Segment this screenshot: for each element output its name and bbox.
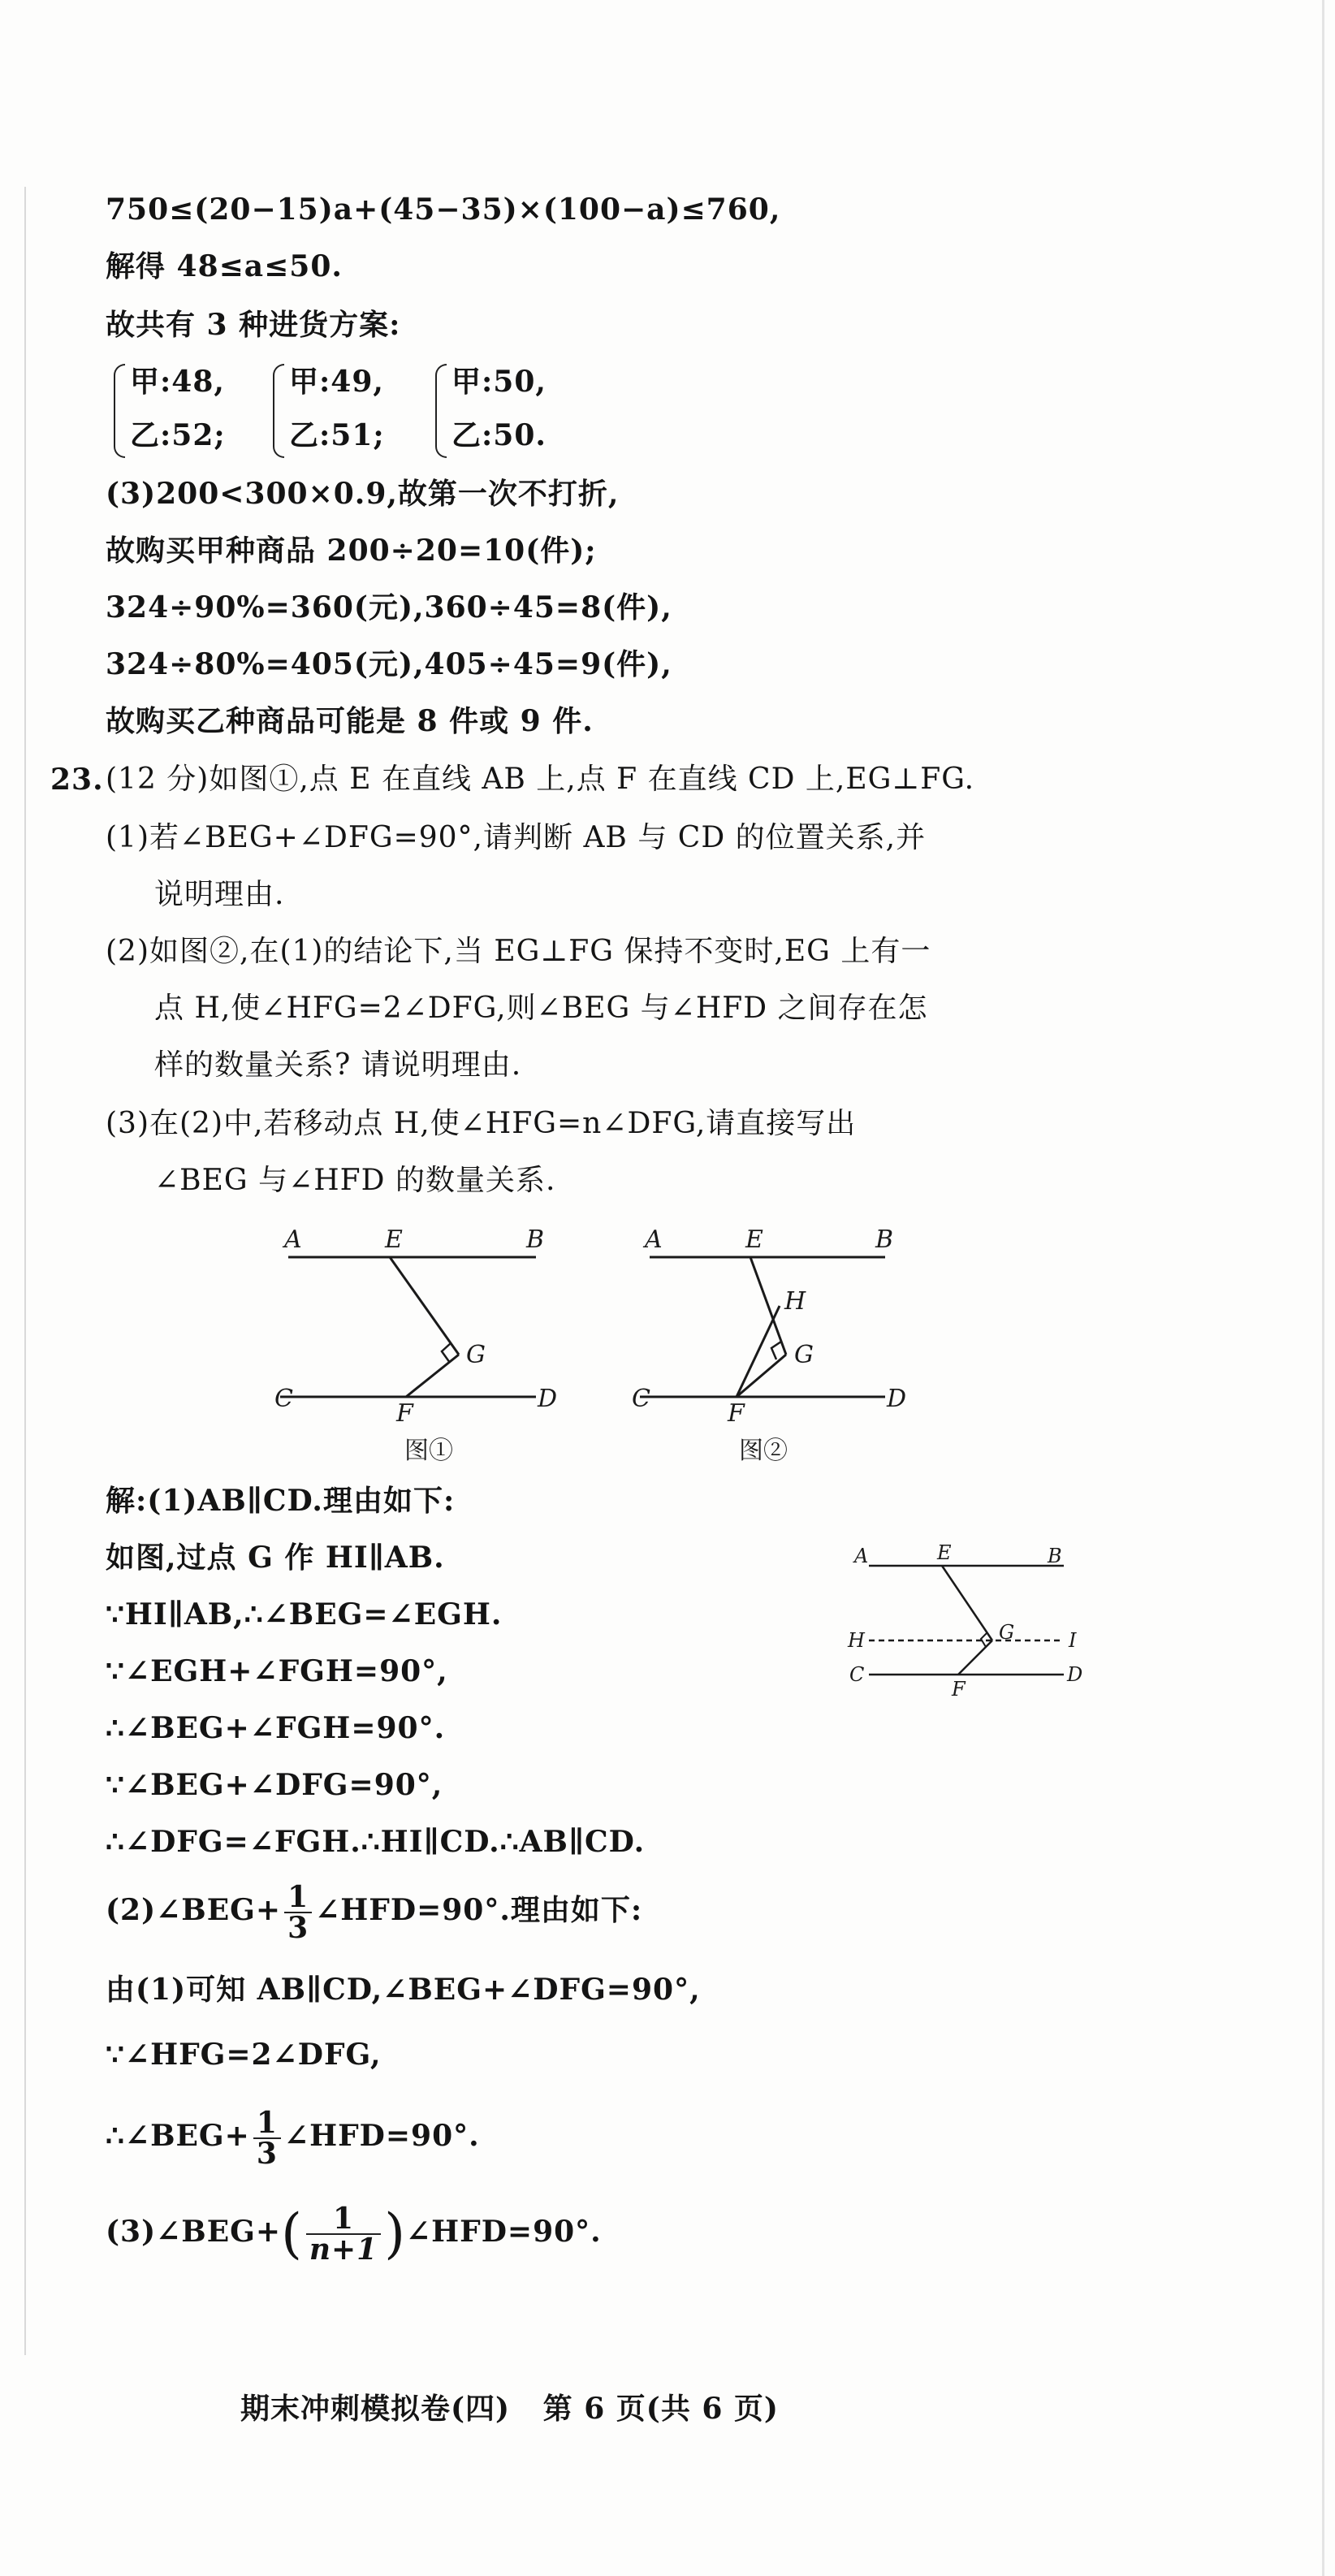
solution-line-7: ∴∠DFG=∠FGH.∴HI∥CD.∴AB∥CD. [106, 1825, 646, 1859]
question-2-line-3: 样的数量关系? 请说明理由. [154, 1048, 522, 1082]
fig3-label-d: D [1067, 1663, 1083, 1686]
calc-line-8: 故购买乙种商品可能是 8 件或 9 件. [106, 704, 594, 738]
page-footer: 期末冲刺模拟卷(四) 第 6 页(共 6 页) [240, 2392, 779, 2426]
fig3-label-h: H [848, 1629, 865, 1652]
solution-line-4: ∵∠EGH+∠FGH=90°, [106, 1654, 448, 1688]
solution-line-1: 解:(1)AB∥CD.理由如下: [106, 1484, 456, 1518]
calc-line-7: 324÷80%=405(元),405÷45=9(件), [106, 647, 672, 681]
fraction-one-third [284, 1882, 312, 1943]
solution-line-5: ∴∠BEG+∠FGH=90°. [106, 1711, 446, 1745]
s12-right-paren: ) [384, 2202, 406, 2265]
plan-1-bottom: 乙:52; [130, 418, 226, 452]
s12-numerator: 1 [306, 2204, 381, 2235]
fig2-label-a: A [645, 1225, 663, 1254]
fraction-one-third-2 [253, 2106, 281, 2171]
s12-post: ∠HFD=90°. [405, 2215, 602, 2249]
figure-1 [280, 1257, 536, 1397]
solution-line-2: 如图,过点 G 作 HI∥AB. [106, 1541, 445, 1575]
fig1-label-e: E [385, 1225, 403, 1254]
fig3-label-g: G [999, 1621, 1015, 1644]
plan-3-bottom: 乙:50. [451, 418, 547, 452]
fig1-label-c: C [274, 1385, 293, 1413]
s11-numerator: 1 [253, 2108, 281, 2139]
calc-line-1: 750≤(20−15)a+(45−35)×(100−a)≤760, [106, 192, 781, 227]
fig2-label-d: D [887, 1385, 907, 1413]
s8-pre: (2)∠BEG+ [106, 1893, 282, 1927]
s12-denominator: n+1 [309, 2232, 378, 2267]
solution-line-12 [106, 2198, 602, 2268]
fig2-label-c: C [632, 1385, 650, 1413]
fig1-label-d: D [538, 1385, 558, 1413]
page-left-edge [24, 187, 26, 2355]
calc-line-3: 故共有 3 种进货方案: [106, 308, 401, 342]
s11-denominator: 3 [256, 2137, 278, 2171]
calc-line-2: 解得 48≤a≤50. [106, 249, 343, 283]
page-right-edge [1322, 0, 1324, 2576]
s12-pre: (3)∠BEG+ [106, 2215, 282, 2249]
calc-line-4: (3)200<300×0.9,故第一次不打折, [106, 477, 620, 511]
fig2-label-b: B [875, 1225, 894, 1254]
fig1-label-a: A [284, 1225, 302, 1254]
plan-brace-3 [435, 364, 447, 458]
fig3-label-f: F [952, 1678, 966, 1701]
plan-2-bottom: 乙:51; [289, 418, 385, 452]
s8-post: ∠HFD=90°.理由如下: [315, 1893, 643, 1927]
solution-line-3: ∵HI∥AB,∴∠BEG=∠EGH. [106, 1597, 503, 1632]
s11-post: ∠HFD=90°. [283, 2119, 480, 2153]
s12-left-paren: ( [281, 2202, 303, 2265]
plan-2-top: 甲:49, [289, 365, 384, 399]
fig2-label-e: E [745, 1225, 763, 1254]
plan-brace-1 [114, 364, 125, 458]
fig1-label-b: B [526, 1225, 545, 1254]
figure-3 [828, 1527, 1096, 1705]
solution-line-11 [106, 2103, 480, 2171]
fig3-label-e: E [937, 1541, 952, 1564]
plan-brace-2 [273, 364, 284, 458]
plan-1-top: 甲:48, [130, 365, 225, 399]
question-2-line-2: 点 H,使∠HFG=2∠DFG,则∠BEG 与∠HFD 之间存在怎 [154, 992, 928, 1025]
problem-stem: (12 分)如图①,点 E 在直线 AB 上,点 F 在直线 CD 上,EG⊥FG. [106, 763, 975, 796]
figure-2 [640, 1257, 885, 1397]
fig3-label-a: A [854, 1545, 869, 1567]
fig2-caption: 图② [739, 1437, 788, 1465]
problem-number: 23. [50, 763, 104, 797]
question-2-line-1: (2)如图②,在(1)的结论下,当 EG⊥FG 保持不变时,EG 上有一 [106, 935, 931, 968]
question-1-line-2: 说明理由. [154, 878, 285, 911]
fig2-label-g: G [794, 1341, 814, 1369]
fig1-label-f: F [396, 1399, 413, 1428]
calc-line-5: 故购买甲种商品 200÷20=10(件); [106, 534, 597, 568]
question-1-line-1: (1)若∠BEG+∠DFG=90°,请判断 AB 与 CD 的位置关系,并 [106, 821, 927, 854]
plan-3-top: 甲:50, [451, 365, 547, 399]
s8-numerator: 1 [284, 1882, 312, 1913]
fig3-label-b: B [1048, 1545, 1062, 1567]
question-3-line-2: ∠BEG 与∠HFD 的数量关系. [154, 1164, 556, 1197]
figures-1-2 [260, 1218, 926, 1478]
calc-line-6: 324÷90%=360(元),360÷45=8(件), [106, 590, 672, 625]
s8-denominator: 3 [287, 1911, 309, 1945]
fig1-caption: 图① [404, 1437, 453, 1465]
solution-line-10: ∵∠HFG=2∠DFG, [106, 2038, 382, 2072]
solution-line-9: 由(1)可知 AB∥CD,∠BEG+∠DFG=90°, [106, 1973, 701, 2007]
fig1-label-g: G [466, 1341, 486, 1369]
fraction-one-over-n-plus-1 [306, 2202, 381, 2267]
solution-line-6: ∵∠BEG+∠DFG=90°, [106, 1768, 443, 1802]
fig3-label-c: C [849, 1663, 865, 1686]
fig3-label-i: I [1069, 1629, 1077, 1652]
fig2-label-f: F [728, 1399, 745, 1428]
question-3-line-1: (3)在(2)中,若移动点 H,使∠HFG=n∠DFG,请直接写出 [106, 1107, 857, 1140]
solution-line-8 [106, 1878, 642, 1943]
s11-pre: ∴∠BEG+ [106, 2119, 250, 2153]
fig2-label-h: H [784, 1287, 806, 1316]
